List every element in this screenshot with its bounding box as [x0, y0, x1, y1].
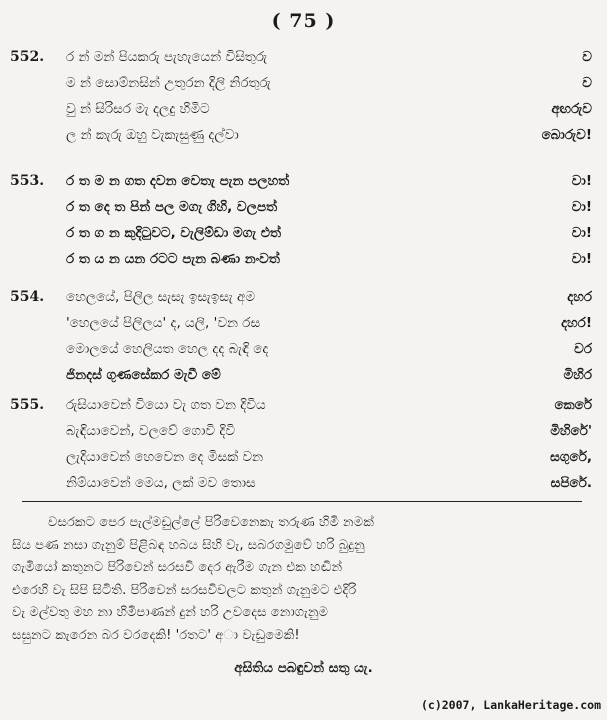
verse-text: ම න් සොම්නසින් උතුරන දිලි නිරතුරු: [66, 75, 271, 91]
verse-line: [10, 122, 592, 148]
verse-text: ර ත ය න යන රටට පැන බණා නංවත්: [66, 251, 280, 267]
verse-line: [10, 362, 592, 388]
verse-line: [10, 470, 592, 496]
verse-text: නිම්යාවෙන් මෙය, ලක් මව තොස: [66, 475, 256, 491]
prose-line: එරෙහි වැ සිපි සිටිති. පිරිවෙන් සරසවිවලට කතුන් ගැනුමට එදිරි: [12, 582, 357, 598]
prose-paragraph: [12, 512, 590, 647]
verse-text: මොලයේ හෙලියත හෙල දද බැඳි දෙ: [66, 341, 269, 357]
verse-rhyme: වර: [574, 341, 592, 357]
prose-line: සසුනට කැරෙන බර වරදෙකි! 'රතට' අා වැඩුමෙකි!: [12, 627, 300, 643]
verse-rhyme: සගුරේ,: [550, 449, 592, 465]
verse-line: [10, 246, 592, 272]
verse-rhyme: වා!: [571, 173, 592, 189]
verse-line: [10, 392, 592, 418]
verse-line: [10, 310, 592, 336]
stanza-554: [10, 284, 592, 388]
verse-text: ර ත දෙ ත පින් පල මගැ ගිහි, වලපත්: [66, 199, 278, 215]
verse-text: 'හෙලයේ පිලිලය' ද, යලි, 'වන රස: [66, 315, 261, 331]
verse-rhyme: වා!: [571, 251, 592, 267]
verse-text: ර ත ග න කුදිටුවට, වැලිම්ඩා මගැ එත්: [66, 225, 281, 241]
verse-text: බැඳියාවෙන්, වලවේ ගොවි දිවි: [66, 423, 236, 439]
verse-number: 552.: [10, 49, 45, 65]
verse-line: [10, 194, 592, 220]
verse-text: ල න් කැරු ඔහු වැකැසුණු දල්වා: [66, 127, 239, 143]
verse-rhyme: කෙරේ: [554, 397, 592, 413]
verse-rhyme: වා!: [571, 225, 592, 241]
verse-line: [10, 44, 592, 70]
page-number: ( 75 ): [271, 10, 336, 32]
verse-line: [10, 444, 592, 470]
verse-number: 554.: [10, 289, 45, 305]
verse-line: [10, 418, 592, 444]
verse-rhyme: දහර: [567, 289, 592, 305]
verse-rhyme: ව: [582, 49, 592, 65]
verse-line: [10, 284, 592, 310]
section-divider: [22, 501, 582, 502]
stanza-552: [10, 44, 592, 148]
verse-text: ජිනදස් ගුණසේකර මැවී මේ: [66, 367, 221, 383]
prose-line: වැ මල්වතු මහ නා හිමිපාණන් දුන් හරි උවදෙස නොගැනුම: [12, 605, 329, 620]
stanza-555: [10, 392, 592, 496]
verse-text: ලැදියාවෙන් හෙවෙන දෙ මිසක් වන: [66, 449, 264, 465]
verse-line: [10, 70, 592, 96]
verse-number: 553.: [10, 173, 45, 189]
verse-text: හෙලයේ, පිලිල සැසැ ඉසැඉසැ අම: [66, 289, 256, 305]
verse-text: ර න් මන් පියකරු පැහැයෙන් විසිතුරු: [66, 49, 268, 65]
verse-rhyme: ව: [582, 75, 592, 91]
verse-rhyme: වා!: [571, 199, 592, 215]
verse-text: ර ත ම න ගත දවන වෙතැ පැන පලහත්: [66, 173, 290, 189]
verse-line: [10, 336, 592, 362]
verse-line: [10, 168, 592, 194]
verse-rhyme: අඟරුව: [551, 101, 592, 117]
verse-rhyme: දහර!: [561, 315, 592, 331]
verse-rhyme: සපිරේ.: [550, 475, 592, 491]
verse-text: වු න් සිරිසර මැ දලදු හිමිට: [66, 101, 210, 117]
stanza-553: [10, 168, 592, 272]
verse-number: 555.: [10, 397, 45, 413]
verse-rhyme: බොරුව!: [541, 127, 592, 143]
prose-line: ගැමියෝ කතුනට පිරිවෙන් සරසවි දෙර ඇරීම ගැන එක හඬින්: [12, 560, 343, 575]
verse-line: [10, 220, 592, 246]
source-attribution: අසිතිය පබඳුවන් සතු යැ.: [234, 660, 373, 676]
copyright-notice: (c)2007, LankaHeritage.com: [420, 698, 601, 712]
prose-line: වසරකට පෙර පැල්මඩුල්ලේ පිරිවෙනෙකැ තරුණ හිමි නමක්: [48, 515, 374, 530]
prose-line: සිය පණ නසා ගැනුම් පිළිබඳ හබය සිහි වැ, සබරගමුවේ හරි බුදුනු: [12, 537, 365, 553]
verse-line: [10, 96, 592, 122]
verse-rhyme: මිහිර: [563, 367, 592, 383]
verse-rhyme: මිහිරේ': [550, 423, 592, 439]
verse-text: රුසියාවෙන් වියො වැ ගත වන දිවිය: [66, 397, 266, 413]
